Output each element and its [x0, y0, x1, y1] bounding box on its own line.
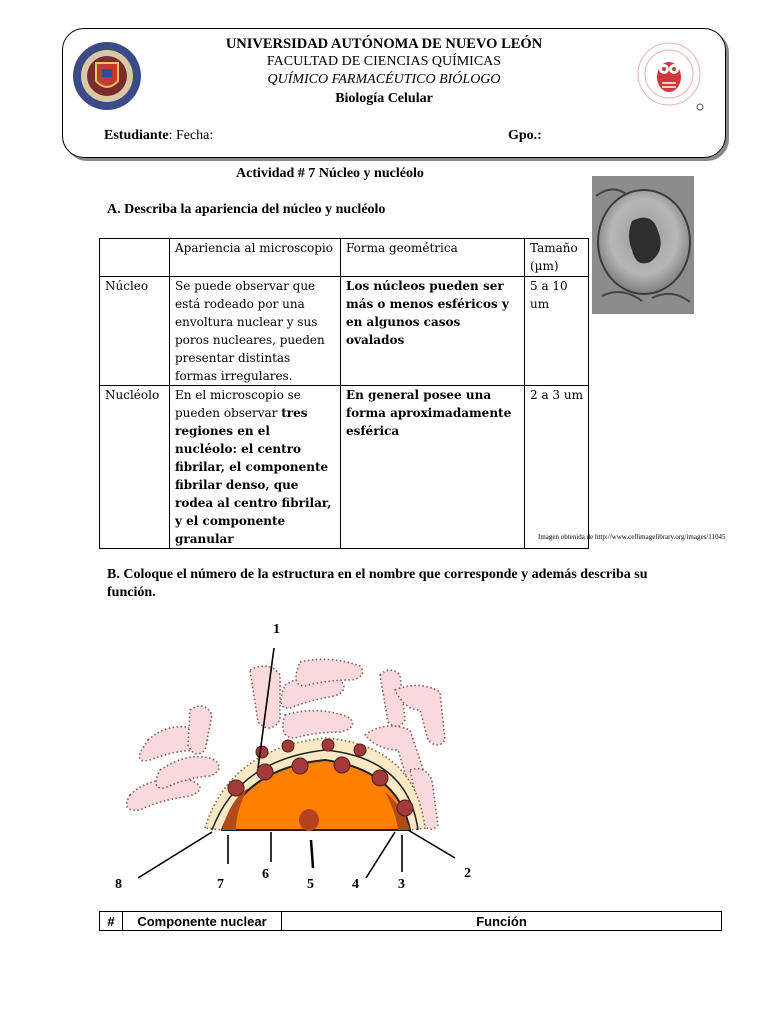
nucleus-diagram — [0, 600, 768, 900]
table-header-row — [100, 912, 722, 931]
career-name: QUÍMICO FARMACÉUTICO BIÓLOGO — [267, 72, 501, 87]
faculty-name: FACULTAD DE CIENCIAS QUÍMICAS — [266, 54, 502, 69]
diagram-label-2: 2 — [464, 866, 471, 881]
table-header-cell: Apariencia al microscopio — [170, 239, 341, 277]
nucleolus — [299, 809, 319, 831]
appearance-bold-text: tres regiones en el nucléolo: el centro fibrilar, el componente fibrilar denso, que rodea al centro fibrilar, y el componente granular — [175, 406, 332, 546]
diagram-label-5: 5 — [307, 877, 314, 892]
table-header-cell: Forma geométrica — [341, 239, 525, 277]
er-cisterna — [283, 711, 353, 738]
appearance-plain-text: En el microscopio se pueden observar — [175, 388, 301, 420]
date-label: : Fecha: — [168, 128, 214, 143]
component-function-table — [99, 911, 722, 931]
diagram-label-4: 4 — [352, 877, 359, 892]
group-label: Gpo.: — [508, 128, 542, 143]
row-name: Núcleo — [100, 277, 170, 386]
table-header-cell: Componente nuclear — [123, 912, 282, 931]
table-header-cell — [100, 239, 170, 277]
row-shape: Los núcleos pueden ser más o menos esféricos y en algunos casos ovalados — [341, 277, 525, 386]
row-shape: En general posee una forma aproximadamente esférica — [341, 386, 525, 549]
university-name: UNIVERSIDAD AUTÓNOMA DE NUEVO LEÓN — [225, 36, 543, 52]
diagram-label-7: 7 — [217, 877, 224, 892]
row-size: 5 a 10 um — [525, 277, 589, 386]
table-header-row — [100, 239, 589, 277]
section-a-title: A. Describa la apariencia del núcleo y nucléolo — [107, 202, 386, 217]
student-label: Estudiante — [104, 128, 169, 143]
student-row — [104, 128, 213, 144]
row-name: Nucléolo — [100, 386, 170, 549]
diagram-label-3: 3 — [398, 877, 405, 892]
row-appearance: Se puede observar que está rodeado por una envoltura nuclear y sus poros nucleares, pueden presentar distintas formas irregulares. — [170, 277, 341, 386]
activity-title: Actividad # 7 Núcleo y nucléolo — [236, 166, 424, 181]
image-credit: Imagen obtenida de http://www.cellimagelibrary.org/images/11045 — [538, 533, 726, 541]
row-appearance — [170, 386, 341, 549]
diagram-label-6: 6 — [262, 867, 269, 882]
table-row — [100, 386, 589, 549]
er-cisterna — [296, 659, 363, 686]
er-cisterna — [188, 706, 212, 754]
diagram-label-1: 1 — [273, 622, 280, 637]
row-size: 2 a 3 um — [525, 386, 589, 549]
section-b-title: B. Coloque el número de la estructura en el nombre que corresponde y además describa su función. — [107, 567, 648, 600]
table-header-cell: # — [100, 912, 123, 931]
subject-name: Biología Celular — [335, 91, 433, 106]
table-header-cell: Tamaño (µm) — [525, 239, 589, 277]
diagram-label-8: 8 — [115, 877, 122, 892]
nucleus-micrograph-image — [592, 176, 694, 314]
table-row — [100, 277, 589, 386]
nucleus-comparison-table — [99, 238, 589, 549]
table-header-cell: Función — [282, 912, 722, 931]
